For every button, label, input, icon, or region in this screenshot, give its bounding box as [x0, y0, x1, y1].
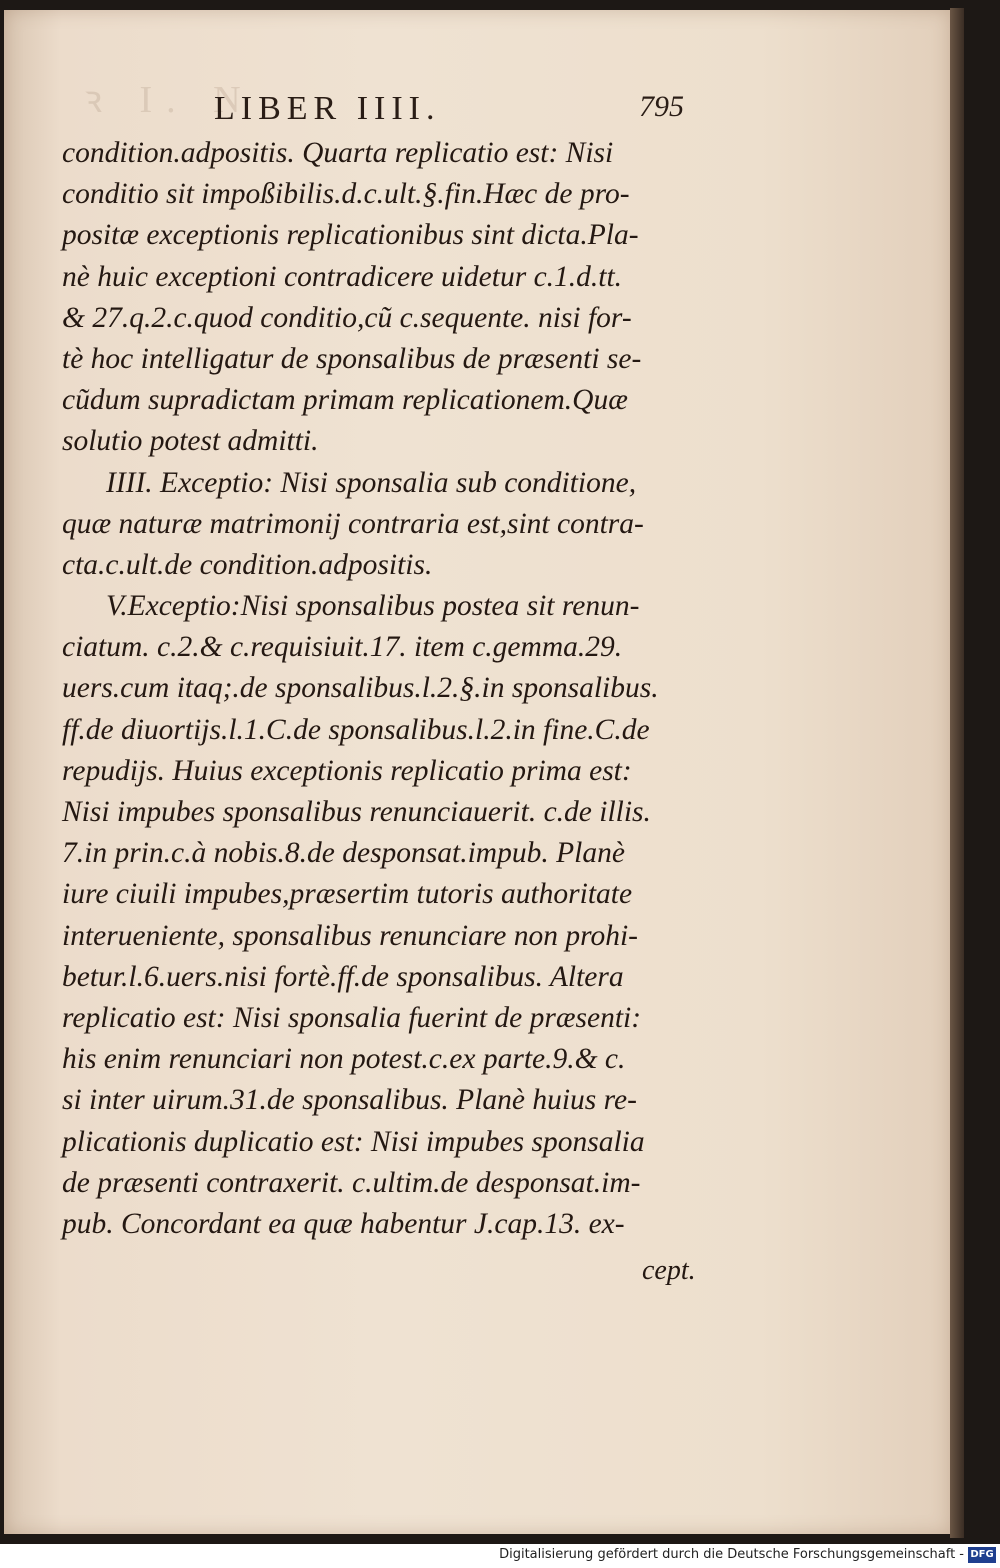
running-head: LIBER IIII.: [214, 90, 441, 127]
text-line: iure ciuili impubes,præsertim tutoris authoritate: [62, 878, 633, 911]
body-text: [62, 133, 702, 1245]
text-line: cũdum supradictam primam replicationem.Quæ: [62, 384, 628, 417]
text-line: interueniente, sponsalibus renunciare non prohi-: [62, 919, 638, 952]
text-line: si inter uirum.31.de sponsalibus. Planè huius re-: [62, 1084, 637, 1117]
book-page: [4, 10, 950, 1534]
text-line: quæ naturæ matrimonij contraria est,sint contra-: [62, 507, 644, 540]
dfg-logo-icon: DFG: [968, 1547, 996, 1563]
page-edge: [950, 8, 964, 1538]
text-line: positæ exceptionis replicationibus sint dicta.Pla-: [62, 219, 639, 252]
funding-notice: Digitalisierung gefördert durch die Deutsche Forschungsgemeinschaft -: [499, 1547, 964, 1562]
text-line: conditio sit impoßibilis.d.c.ult.§.fin.Hæc de pro-: [62, 178, 630, 211]
text-line: betur.l.6.uers.nisi fortè.ff.de sponsalibus. Altera: [62, 960, 624, 993]
footer-bar: [0, 1544, 1000, 1568]
text-line: his enim renunciari non potest.c.ex parte.9.& c.: [62, 1043, 626, 1076]
catchword: cept.: [642, 1255, 696, 1286]
text-line: tè hoc intelligatur de sponsalibus de præsenti se-: [62, 342, 642, 375]
text-line: replicatio est: Nisi sponsalia fuerint de præsenti:: [62, 1001, 642, 1034]
text-line: de præsenti contraxerit. c.ultim.de desponsat.im-: [62, 1166, 641, 1199]
paragraph-start-line: IIII. Exceptio: Nisi sponsalia sub conditione,: [106, 466, 637, 499]
text-line: & 27.q.2.c.quod conditio,cũ c.sequente. nisi for-: [62, 301, 632, 334]
text-line: repudijs. Huius exceptionis replicatio prima est:: [62, 754, 632, 787]
text-line: Nisi impubes sponsalibus renunciauerit. c.de illis.: [62, 796, 651, 828]
page-number: 795: [639, 90, 684, 123]
text-line: uers.cum itaq;.de sponsalibus.l.2.§.in sponsalibus.: [62, 672, 659, 705]
text-line: ff.de diuortijs.l.1.C.de sponsalibus.l.2.in fine.C.de: [62, 713, 650, 746]
text-line: cta.c.ult.de condition.adpositis.: [62, 548, 433, 581]
text-line: 7.in prin.c.à nobis.8.de desponsat.impub. Planè: [62, 837, 625, 870]
page-header: [214, 90, 684, 130]
paragraph-start-line: V.Exceptio:Nisi sponsalibus postea sit renun-: [106, 590, 640, 623]
text-line: nè huic exceptioni contradicere uidetur c.1.d.tt.: [62, 260, 623, 293]
bleed-through-text: ꝛ I. N: [84, 79, 255, 121]
text-line: condition.adpositis. Quarta replicatio est: Nisi: [62, 137, 614, 169]
text-line: ciatum. c.2.& c.requisiuit.17. item c.gemma.29.: [62, 631, 623, 664]
text-line: plicationis duplicatio est: Nisi impubes sponsalia: [62, 1125, 645, 1158]
text-line: pub. Concordant ea quæ habentur J.cap.13. ex-: [62, 1207, 625, 1240]
text-line: solutio potest admitti.: [62, 425, 319, 458]
